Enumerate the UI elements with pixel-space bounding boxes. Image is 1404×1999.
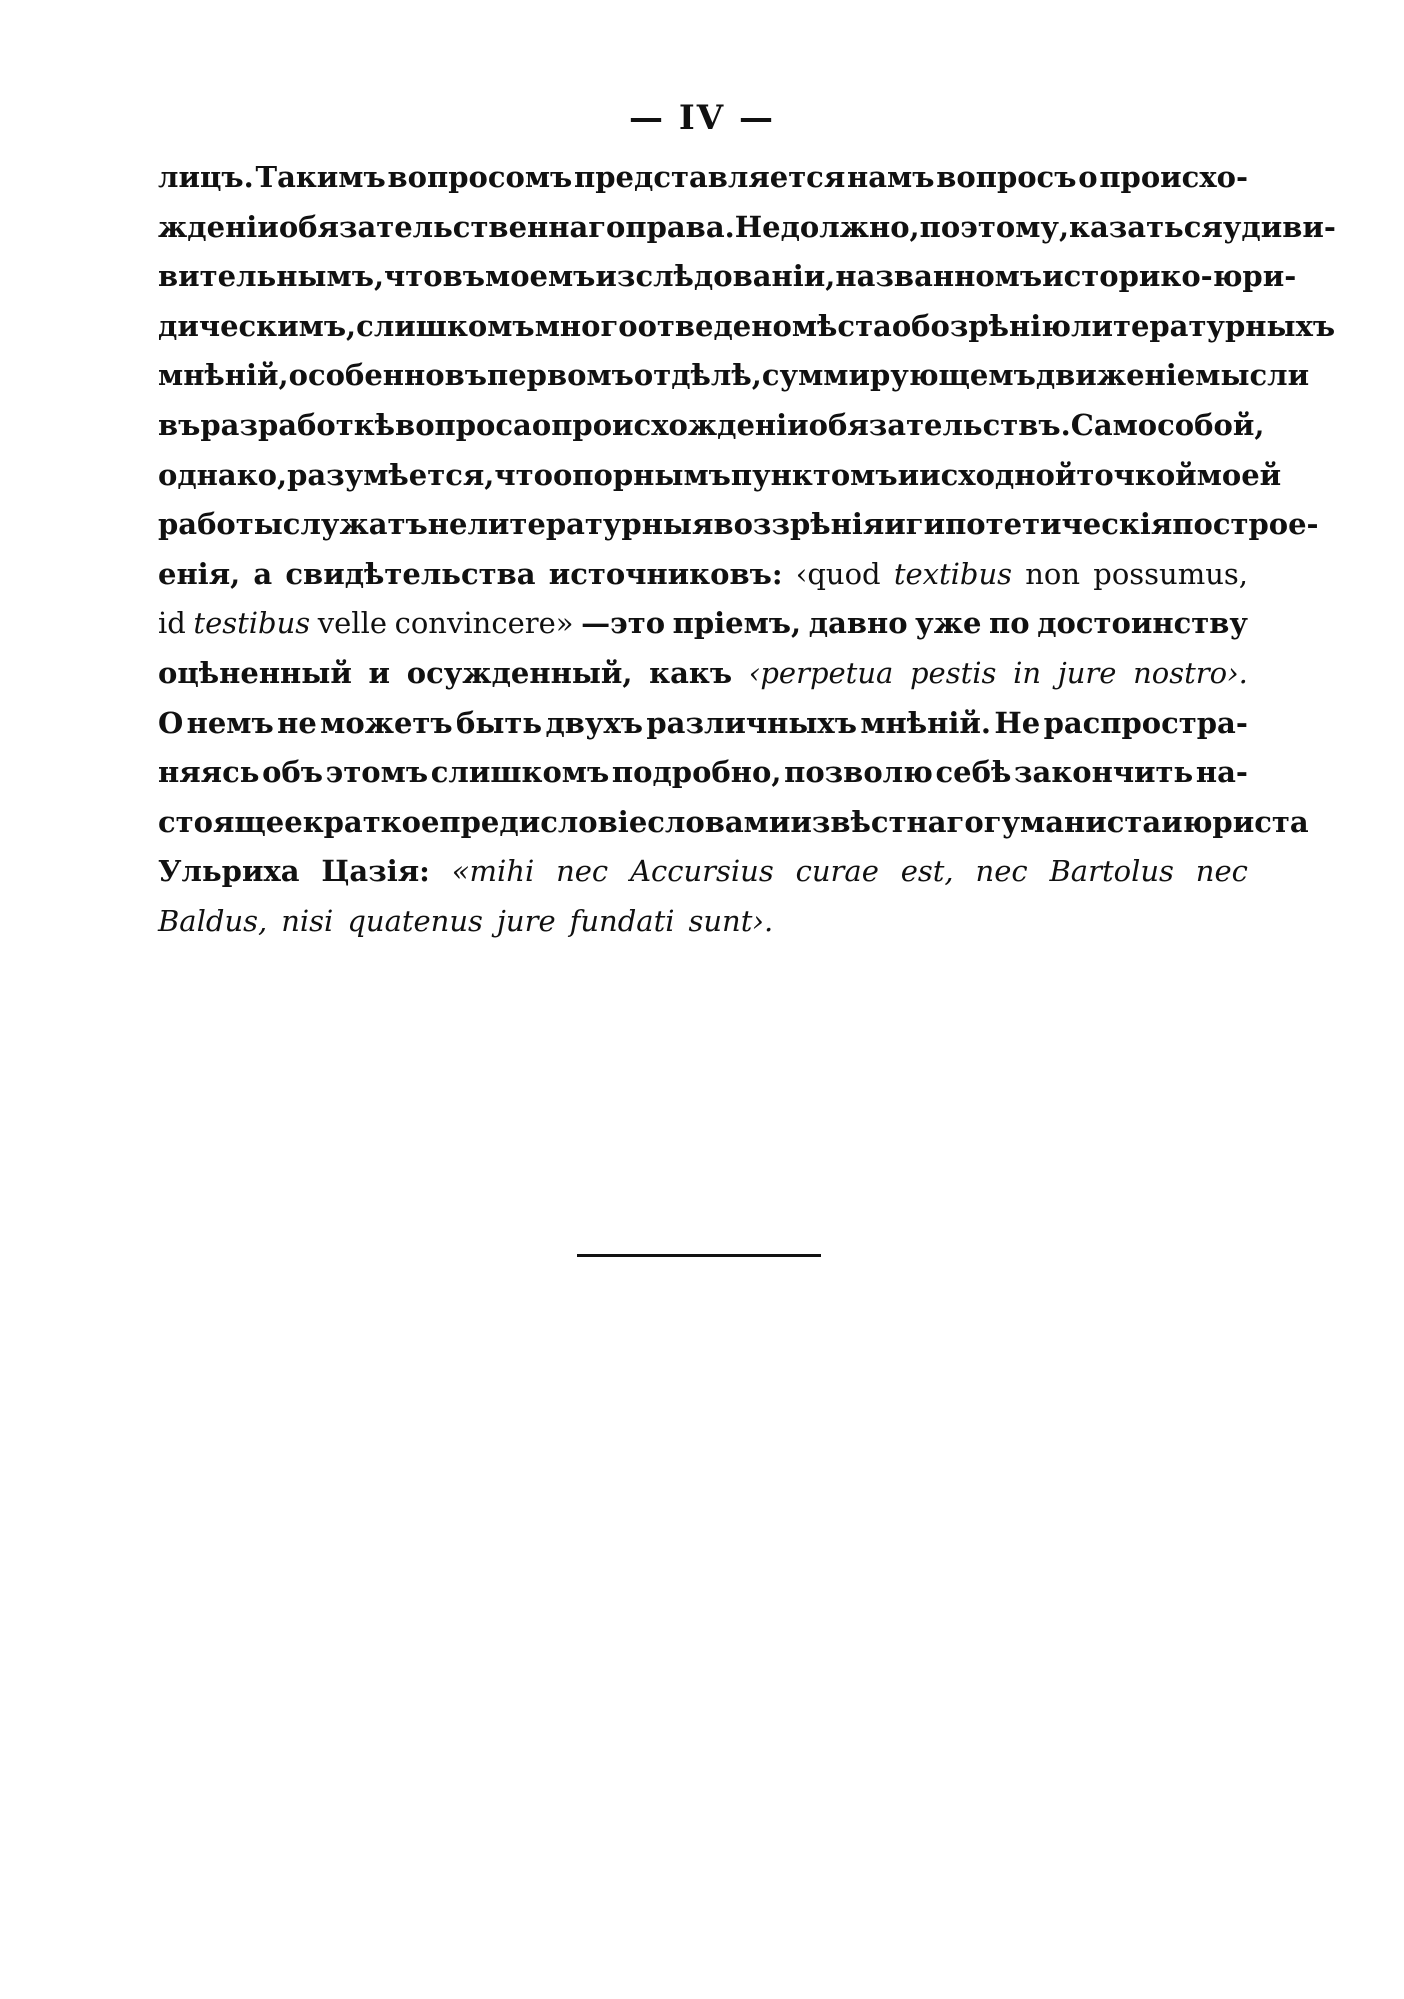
word: различныхъ: [646, 705, 857, 740]
word: историко-юри-: [1042, 259, 1297, 294]
word: юриста: [1182, 804, 1309, 839]
word: nec: [556, 854, 609, 889]
word: источниковъ:: [548, 556, 783, 591]
word: можетъ: [320, 705, 453, 740]
word: что: [384, 259, 443, 294]
word: движеніе: [1035, 358, 1196, 393]
word: слишкомъ: [430, 755, 610, 790]
word: свидѣтельства: [285, 556, 536, 591]
word: nostro›.: [1133, 655, 1248, 690]
word: много: [534, 308, 638, 343]
word: velle: [317, 606, 388, 641]
word: жденіи: [158, 209, 279, 244]
text-line: [158, 656, 1248, 706]
word: служатъ: [282, 507, 428, 542]
word: fundati: [569, 903, 675, 938]
word: особенно: [288, 358, 445, 393]
word: Цазія:: [321, 854, 430, 889]
word: мнѣній,: [158, 358, 289, 393]
word: удиви-: [1222, 209, 1336, 244]
word: гуманиста: [983, 804, 1162, 839]
word: in: [1013, 655, 1042, 690]
word: обязательствъ.Само: [808, 407, 1158, 442]
word: осужденный,: [406, 655, 633, 690]
text-line: [158, 904, 1248, 954]
word: «mihi: [451, 854, 535, 889]
word: словами: [647, 804, 791, 839]
word: позволю: [784, 755, 933, 790]
word: —это: [581, 606, 666, 641]
word: id: [158, 606, 186, 641]
word: моей: [1196, 457, 1282, 492]
word: отдѣлѣ,: [633, 358, 762, 393]
word: Baldus,: [158, 903, 268, 938]
end-rule-divider: [577, 1254, 821, 1257]
word: въ: [442, 259, 485, 294]
word: поэтому,: [919, 209, 1070, 244]
word: вопросъ: [936, 160, 1077, 194]
word: подробно,: [611, 755, 782, 790]
text-line: [158, 507, 1319, 557]
word: гипотетическія: [905, 507, 1173, 542]
word: литературныя: [467, 507, 714, 542]
word: давно: [808, 606, 908, 641]
word: convincere»: [394, 606, 574, 641]
word: литературныхъ: [1071, 308, 1336, 343]
word: не: [277, 705, 317, 740]
word: однако,: [158, 457, 288, 492]
text-line: [158, 606, 1248, 656]
word: possumus,: [1093, 556, 1248, 591]
word: Не: [994, 705, 1041, 740]
word: какъ: [649, 655, 733, 690]
word: слишкомъ: [356, 308, 535, 343]
word: достоинству: [1037, 606, 1248, 641]
text-line: [158, 854, 1248, 904]
word: ‹perpetua: [748, 655, 894, 690]
text-line: [158, 160, 1248, 210]
word: вопроса: [395, 407, 532, 442]
word: вопросомъ: [387, 160, 573, 194]
word: Accursius: [630, 854, 774, 889]
word: суммирующемъ: [761, 358, 1036, 393]
word: оцѣненный: [158, 655, 352, 690]
word: по: [989, 606, 1030, 641]
word: pestis: [909, 655, 997, 690]
word: о: [1078, 160, 1098, 194]
word: разработкѣ: [200, 407, 396, 442]
word: jure: [496, 903, 556, 938]
word: собой,: [1157, 407, 1265, 442]
word: первомъ: [487, 358, 634, 393]
word: изслѣдованіи,: [595, 259, 836, 294]
word: въ: [158, 407, 201, 442]
word: обозрѣнію: [891, 308, 1072, 343]
text-line: [158, 308, 1336, 359]
word: казаться: [1069, 209, 1223, 244]
word: sunt›.: [688, 903, 774, 938]
word: nec: [975, 854, 1028, 889]
word: двухъ: [545, 705, 644, 740]
word: происхожденіи: [551, 407, 809, 442]
word: намъ: [847, 160, 935, 194]
word: быть: [456, 705, 543, 740]
word: распростра-: [1043, 705, 1248, 740]
word: дическимъ,: [158, 308, 357, 343]
word: О: [158, 705, 184, 740]
text-line: [158, 557, 1248, 607]
text-line: [158, 755, 1248, 805]
word: на-: [1195, 755, 1248, 790]
word: себѣ: [935, 755, 1012, 790]
text-line: [158, 407, 1265, 458]
word: краткое: [302, 804, 440, 839]
word: мѣста: [791, 308, 892, 343]
word: и: [1161, 804, 1183, 839]
word: построе-: [1172, 507, 1319, 542]
word: est,: [900, 854, 954, 889]
word: мысли: [1195, 358, 1310, 393]
word: и: [897, 457, 920, 492]
word: извѣстнаго: [790, 804, 984, 839]
word: закончить: [1014, 755, 1194, 790]
word: воззрѣнія: [713, 507, 885, 542]
word: опорнымъ: [552, 457, 731, 492]
word: о: [531, 407, 552, 442]
word: curae: [795, 854, 879, 889]
word: что: [494, 457, 553, 492]
word: моемъ: [485, 259, 596, 294]
word: Не: [734, 209, 781, 244]
word: Такимъ: [255, 160, 386, 194]
word: non: [1025, 556, 1081, 591]
word: объ: [262, 755, 324, 790]
word: nisi: [281, 903, 334, 938]
text-line: [158, 259, 1297, 309]
word: testibus: [193, 606, 311, 641]
word: пунктомъ: [730, 457, 898, 492]
word: ‹quod: [795, 556, 881, 591]
text-line: [158, 457, 1282, 508]
word: представляется: [574, 160, 846, 194]
word: немъ: [186, 705, 274, 740]
text-line: [158, 706, 1248, 756]
text-line: [158, 804, 1309, 855]
word: разумѣется,: [287, 457, 495, 492]
word: этомъ: [325, 755, 429, 790]
word: исходной: [919, 457, 1077, 492]
word: работы: [158, 507, 283, 542]
word: quatenus: [347, 903, 483, 938]
word: енія,: [158, 556, 241, 591]
word: jure: [1057, 655, 1117, 690]
word: должно,: [780, 209, 920, 244]
word: точкой: [1076, 457, 1197, 492]
word: мнѣній.: [860, 705, 991, 740]
text-line: [158, 358, 1310, 408]
word: происхо-: [1099, 160, 1248, 194]
word: пріемъ,: [672, 606, 802, 641]
word: няясь: [158, 755, 260, 790]
word: уже: [915, 606, 982, 641]
word: стоящее: [158, 804, 303, 839]
word: а: [253, 556, 273, 591]
word: лицъ.: [158, 160, 254, 194]
word: и: [884, 507, 906, 542]
word: права.: [625, 209, 735, 244]
word: Ульриха: [158, 854, 300, 889]
word: вительнымъ,: [158, 259, 385, 294]
page-number: — IV —: [629, 98, 775, 138]
word: названномъ: [835, 259, 1043, 294]
word: Bartolus: [1049, 854, 1174, 889]
body-text: [158, 160, 1336, 954]
word: обязательственнаго: [278, 209, 626, 244]
word: предисловіе: [439, 804, 648, 839]
word: не: [427, 507, 468, 542]
word: и: [368, 655, 391, 690]
word: въ: [444, 358, 487, 393]
word: отведено: [637, 308, 792, 343]
word: nec: [1195, 854, 1248, 889]
word: textibus: [893, 556, 1013, 591]
text-line: [158, 209, 1336, 260]
